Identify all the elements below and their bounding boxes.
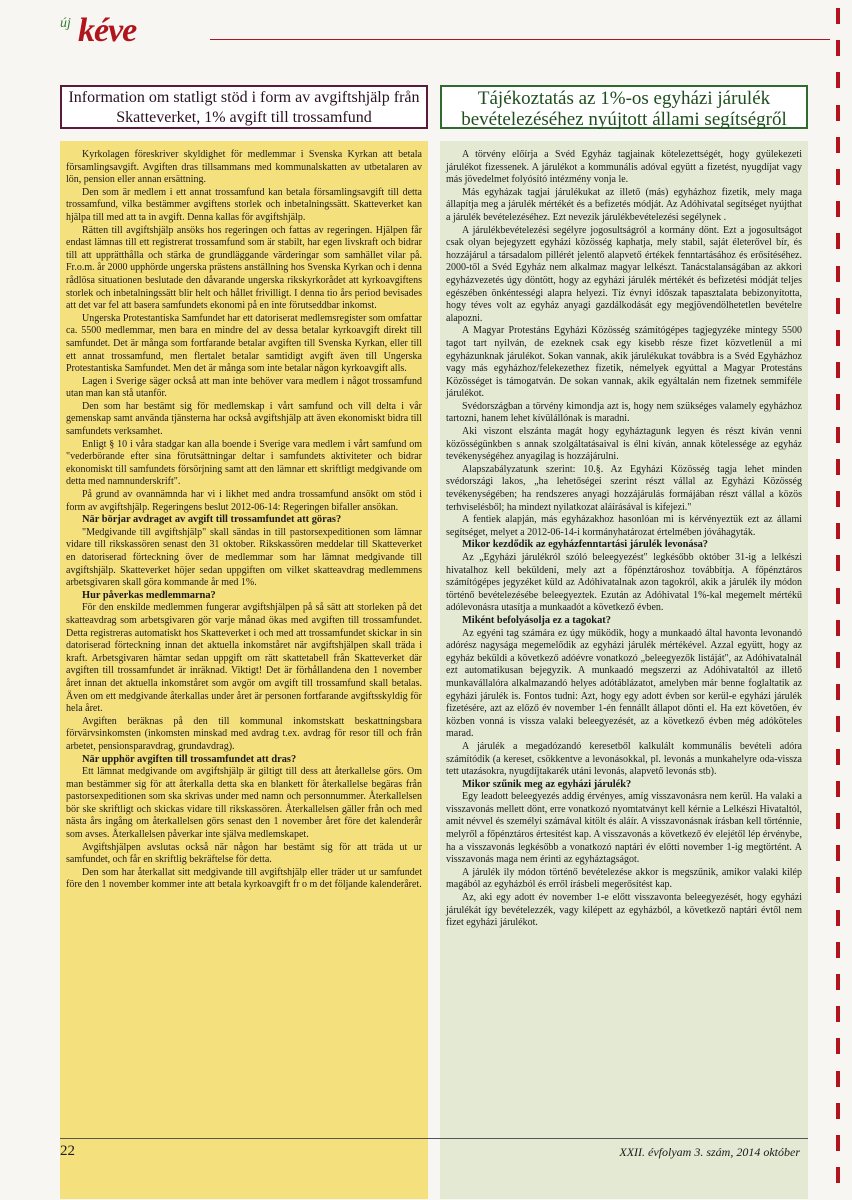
edge-dash	[836, 459, 840, 475]
right-column	[440, 85, 808, 1199]
left-article-title: Information om statligt stöd i form av avgiftshjälp från Skatteverket, 1% avgift till trossamfund	[60, 85, 428, 129]
edge-dash	[836, 40, 840, 56]
edge-dash	[836, 1135, 840, 1151]
paragraph: A járulékbevételezési segélyre jogosultságról a kormány dönt. Ezt a jogosultságot csak olyan bejegyzett egyházi közösség kaphatja, mely stabil, saját életerővel bír, és hozzájárul a társadalom pillérét jelentő alapvető értékek fenntartásához és erősítéséhez. 2000-től a Svéd Egyház nem alkalmaz magyar lelkészt. Tanácstalanságában az akkori egyházvezetés úgy döntött, hogy az egyházi járulék mértékét és befizetési módját teljes egészében önkéntességi alapra helyezi. Tíz évnyi időszak tapasztalata bebizonyította, hogy téves volt az egyház anyagi gazdálkodását egy megjövendölhetetlen bevételre alapozni.	[446, 224, 802, 324]
edge-dash	[836, 684, 840, 700]
edge-dash	[836, 491, 840, 507]
edge-dash	[836, 1038, 840, 1054]
paragraph: På grund av ovannämnda har vi i likhet med andra trossamfund ansökt om stöd i form av avgiftshjälp. Regeringens beslut 2012-06-14: Regeringen bifaller ansökan.	[66, 489, 422, 513]
paragraph: Enligt § 10 i våra stadgar kan alla boende i Sverige vara medlem i vårt samfund om "vederbörande efter sina förutsättningar deltar i samfundets aktiviteter och bidrar ekonomiskt till samfundets försörjning samt att den lämnar ett skriftligt medgivande om detta med namnunderskrift".	[66, 438, 422, 488]
edge-dash	[836, 588, 840, 604]
edge-dash	[836, 781, 840, 797]
page-number: 22	[60, 1143, 75, 1159]
section-heading: Miként befolyásolja ez a tagokat?	[462, 614, 611, 626]
footer-rule	[60, 1138, 808, 1139]
right-article-title: Tájékoztatás az 1%-os egyházi járulék bevételezéséhez nyújtott állami segítségről	[440, 85, 808, 129]
section-heading: Mikor szűnik meg az egyházi járulék?	[462, 778, 632, 790]
edge-dash	[836, 910, 840, 926]
edge-dash	[836, 523, 840, 539]
edge-dash	[836, 974, 840, 990]
edge-dash	[836, 942, 840, 958]
edge-marks	[836, 0, 842, 1200]
edge-dash	[836, 8, 840, 24]
paragraph: Den som är medlem i ett annat trossamfund kan betala församlingsavgift till detta trossamfund, vilka bestämmer avgiftens storlek och inbetalningssätt. Skatteverket kan hjälpa till med att ta in avgift. Denna kallas för avgiftshjälp.	[66, 186, 422, 223]
edge-dash	[836, 427, 840, 443]
masthead-rule	[210, 39, 830, 40]
edge-dash	[836, 233, 840, 249]
edge-dash	[836, 1006, 840, 1022]
paragraph: Avgiftshjälpen avslutas också när någon har bestämt sig för att träda ut ur samfundet, och får en skriftlig bekräftelse för detta.	[66, 841, 422, 866]
paragraph: Kyrkolagen föreskriver skyldighet för medlemmar i Svenska Kyrkan att betala församlingsavgift. Avgiften dras tillsammans med kommunalskatten av utbetalaren av lön, pension eller annan ersättning.	[66, 149, 422, 186]
edge-dash	[836, 394, 840, 410]
edge-dash	[836, 298, 840, 314]
logo-main: kéve	[78, 12, 137, 49]
paragraph: Az, aki egy adott év november 1-e előtt visszavonta beleegyezését, hogy egyházi járulékát így bevételezzék, vagy kilépett az egyházból, a következő naptári évtől nem fizet egyházi járulékot.	[446, 892, 802, 929]
paragraph: Az „Egyházi járulékról szóló beleegyezést" legkésőbb október 31-ig a lelkészi hivatalhoz kell beküldeni, mely azt a főpénztároshoz továbbítja. A főpénztáros számítógépes jegyzéket küld az Adóhivatalnak azon tagokról, akik a járulék ily módon történő bevételezésébe beleegyeztek. Ezután az Adóhivatal 1%-kal megemelt mértékű adólevonásra utasítja a munkaadót a következő évben.	[446, 552, 802, 614]
edge-dash	[836, 362, 840, 378]
edge-dash	[836, 716, 840, 732]
edge-dash	[836, 72, 840, 88]
logo-small: új	[60, 16, 71, 31]
right-article-body	[440, 141, 808, 1199]
paragraph: Az egyéni tag számára ez úgy működik, hogy a munkaadó által havonta levonandó adórész nagysága megemelődik az egyházi járulék mértékével. Azzal együtt, hogy az egyház beküldi a következő adóévre vonatkozó „beleegyezők listáját", az Adóhivatalnál ezt automatikusan bejegyzik. A munkaadó megszerzi az Adóhivataltól az illető munkavállalóra alkalmazandó helyes adótáblázatot, amelyben már benne foglaltatik az egyházi járulék is. Fontos tudni: Azt, hogy egy adott évben sor kerül-e egyházi járulék fizetésére, azt az előző év november 1-én fennállt állapot dönti el. Ha ezt követően, év közben vonná is vissza valaki beleegyezését, az a következő évben még adóköteles marad.	[446, 627, 802, 740]
edge-dash	[836, 266, 840, 282]
paragraph: A járulék ily módon történő bevételezése akkor is megszűnik, amikor valaki kilép magából az egyházból és erről írásbeli megerősítést kap.	[446, 866, 802, 891]
edge-dash	[836, 877, 840, 893]
left-article-body	[60, 141, 428, 1199]
issue-info: XXII. évfolyam 3. szám, 2014 október	[619, 1145, 800, 1159]
edge-dash	[836, 169, 840, 185]
section-heading: Hur påverkas medlemmarna?	[82, 589, 216, 601]
section-heading: När upphör avgiften till trossamfundet att dras?	[82, 753, 297, 765]
paragraph: Ungerska Protestantiska Samfundet har ett datoriserat medlemsregister som omfattar ca. 5500 medlemmar, men bara en mindre del av dessa betalar kyrkoavgift direkt till samfundet. Det är många som fortfarande betalar avgiften till Svenska Kyrkan, eller till ett annat trossamfund, men flertalet betalar samtidigt avgift även till Ungerska Protestantiska Samfundet. Men det är många som inte betalar någon kyrkoavgift alls.	[66, 312, 422, 375]
paragraph: Svédországban a törvény kimondja azt is, hogy nem szükséges valamely egyházhoz tartozni, hanem lehet kívülállónak is maradni.	[446, 400, 802, 425]
edge-dash	[836, 845, 840, 861]
edge-dash	[836, 652, 840, 668]
paragraph: Avgiften beräknas på den till kommunal inkomstskatt beskattningsbara förvärvsinkomsten (inkomsten minskad med avdrag t.ex. avdrag för resor till och från arbetet, pensionsparavdrag, grundavdrag).	[66, 715, 422, 752]
edge-dash	[836, 1071, 840, 1087]
paragraph: Den som har återkallat sitt medgivande till avgiftshjälp eller träder ut ur samfundet före den 1 november kommer inte att betala kyrkoavgift fr o m det följande kalenderåret.	[66, 866, 422, 891]
paragraph: Alapszabályzatunk szerint: 10.§. Az Egyházi Közösség tagja lehet minden svédországi lakos, „ha lehetőségei szerint részt vállal az Egyházi Közösség tevékenységében; ha rendszeres anyagi hozzájárulás formájában részt vállal a közös terhviselésből; ha mindezt nyilatkozat aláírásával is kifejezi."	[446, 463, 802, 513]
paragraph: Más egyházak tagjai járulékukat az illető (más) egyházhoz fizetik, mely maga állapítja meg a járulék mértékét és a befizetés módját. Az Adóhivatal segítséget nyújthat a járulék bevételezéséhez. Ezt nevezik járulékbevételezési segélynek .	[446, 186, 802, 223]
masthead	[60, 12, 820, 52]
edge-dash	[836, 620, 840, 636]
paragraph: A fentiek alapján, más egyházakhoz hasonlóan mi is kérvényeztük ezt az állami segítséget, melyet a 2012-06-14-i kormányhatározat értelmében jóváhagyták.	[446, 514, 802, 538]
paragraph: Ett lämnat medgivande om avgiftshjälp är giltigt till dess att återkallelse görs. Om man bestämmer sig för att återkalla detta ska en blankett för återkallelse begäras från pastorsexpeditionen som ska skrivas under med namn och personnummer. Återkallelsen bör ske skriftligt och skickas vidare till rikskassören. Återkallelsen gäller från och med nästa års ingång om återkallelsen görs senast den 1 november året före det kalenderår som avses. Återkallelsen påverkar inte själva medlemskapet.	[66, 766, 422, 841]
edge-dash	[836, 1167, 840, 1183]
paragraph: För den enskilde medlemmen fungerar avgiftshjälpen på så sätt att storleken på det skatteavdrag som arbetsgivaren gör varje månad ökas med avgiften till trossamfundet. Detta registreras automatiskt hos Skatteverket i och med att trossamfundet skickar in sin datoriserad förteckning innan det aktuella inkomståret när avgiftshjälpen skall träda i kraft. Arbetsgivaren hämtar sedan uppgift om rätt skattetabell från Skatteverket där avgiften till trossamfundet är inräknad. Viktigt! Det är förhållandena den 1 november året innan det aktuella inkomståret som avgör om avgift till trossamfund skall betalas. Även om ett medgivande återkallas under året är personen fortfarande avgiftsskyldig för hela året.	[66, 602, 422, 715]
paragraph: Den som har bestämt sig för medlemskap i vårt samfund och vill delta i vår gemenskap samt använda tjänsterna har också avgiftshjälp att även ekonomiskt bidra till samfundets verksamhet.	[66, 400, 422, 438]
paragraph: Egy leadott beleegyezés addig érvényes, amíg visszavonásra nem kerül. Ha valaki a visszavonás mellett dönt, erre vonatkozó nyomtatványt kell kérnie a Lelkészi Hivataltól, amit névvel és személyi számával kitölt és aláír. A visszavonásnak írásban kell történnie, melyről a főpénztáros értesítést kap. A visszavonás a következő év elejétől lép érvénybe, ha a visszavonás legkésőbb a vonatkozó naptári év előtti november 1-ig megtörtént. A visszavonás maga nem érinti az egyháztagságot.	[446, 791, 802, 866]
left-column	[60, 85, 428, 1199]
section-heading: Mikor kezdődik az egyházfenntartási járulék levonása?	[462, 539, 709, 551]
edge-dash	[836, 555, 840, 571]
paragraph: "Medgivande till avgiftshjälp" skall sändas in till pastorsexpeditionen som lämnar vidare till rikskassören senast den 31 oktober. Rikskassören meddelar till Skatteverket en datoriserad förteckning över de medlemmar som har lämnat medgivande till avgiftshjälp. Skatteverket höjer sedan uppgiften om vilket skatteavdrag medlemmens arbetsgivaren skall göra kommande år med 1%.	[66, 526, 422, 589]
edge-dash	[836, 201, 840, 217]
edge-dash	[836, 749, 840, 765]
paragraph: A Magyar Protestáns Egyházi Közösség számítógépes tagjegyzéke mintegy 5500 tagot tart nyilván, de ezeknek csak egy kisebb része fizet közvetlenül a mi egyházunknak járulékot. Sokan vannak, akik járulékukat továbbra is a Svéd Egyházhoz vagy más egyházhoz/felekezethez fizetik, némelyek egyúttal a Magyar Protestáns Közösséget is támogatván. De sokan vannak, akik egyáltalán nem fizetnek semmiféle járulékot.	[446, 325, 802, 400]
paragraph: A járulék a megadózandó keresetből kalkulált kommunális bevételi adóra számítódik (a kereset, csökkentve a levonásokkal, pl. levonás a munkahelyre oda-vissza tett utazásokra, nyugdíjtakarék utáni levonás, alapvető levonás stb).	[446, 740, 802, 778]
edge-dash	[836, 813, 840, 829]
edge-dash	[836, 105, 840, 121]
edge-dash	[836, 330, 840, 346]
section-heading: När börjar avdraget av avgift till trossamfundet att göras?	[82, 514, 342, 526]
paragraph: Rätten till avgiftshjälp ansöks hos regeringen och fattas av regeringen. Hjälpen får endast lämnas till ett registrerat trossamfund som är stabilt, har egen livskraft och bidrar till att upprätthålla och stärka de grundläggande värderingar som samhället vilar på. Fr.o.m. år 2000 upphörde ungerska prästens anställning hos Svenska Kyrkan och i denna rådlösa situationen beslutade den dåvarande ungerska rikskyrkorådet att kyrkoavgiftens storlek och inbetalningssätt blir helt och hållet frivilligt. I denna tio års period bevisades att det var fel att basera samfundets ekonomi på en inte förutseddbar inkomst.	[66, 224, 422, 312]
paragraph: Aki viszont elszánta magát hogy egyháztagunk legyen és részt kíván venni közösségünkben s annak szolgáltatásaival is élni kíván, annak kötelessége az egyház tevékenységéhez anyagilag is hozzájárulni.	[446, 426, 802, 463]
edge-dash	[836, 137, 840, 153]
paragraph: Lagen i Sverige säger också att man inte behöver vara medlem i något trossamfund utan man kan stå utanför.	[66, 375, 422, 400]
paragraph: A törvény előírja a Svéd Egyház tagjainak kötelezettségét, hogy gyülekezeti járulékot fizessenek. A járulékot a kommunális adóval együtt a fizetést, nyugdíjat vagy más jövedelmet folyósító intézmény vonja le.	[446, 149, 802, 186]
edge-dash	[836, 1103, 840, 1119]
